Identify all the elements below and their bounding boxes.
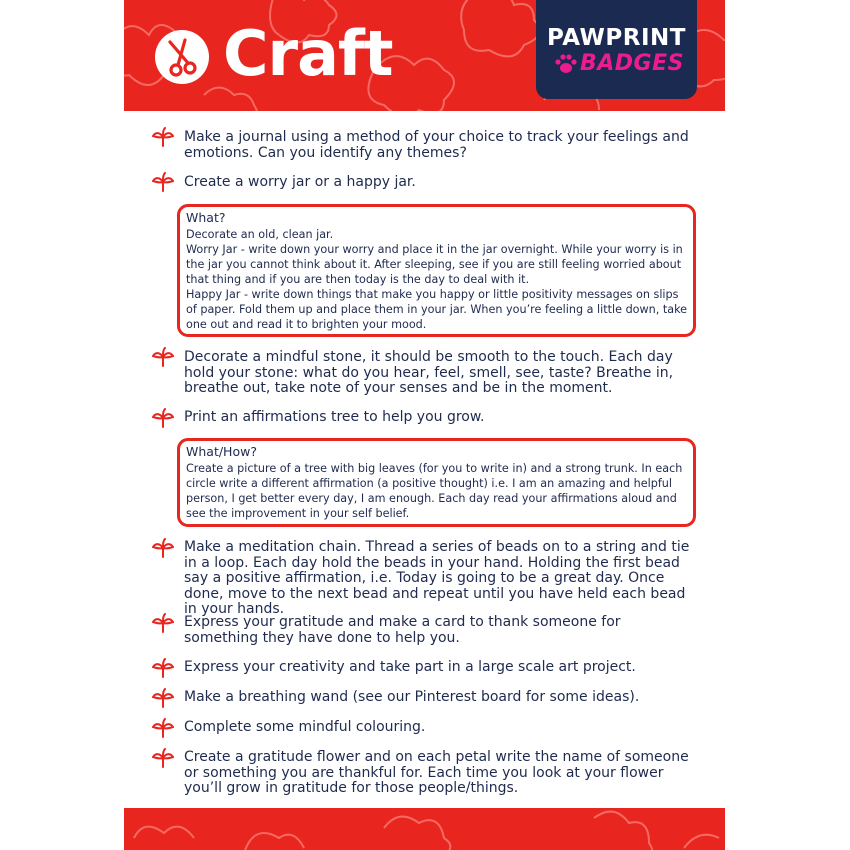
info-box-line: Decorate an old, clean jar. xyxy=(186,228,334,241)
list-item: Make a meditation chain. Thread a series of beads on to a string and tie in a loop. Each day hold the beads in your hand. Holding the first bead say a positive affirmation, i.e. Today is going to be a great day. Once done, move to the next bead and repeat until you have held each bead in your hands. xyxy=(184,539,690,617)
list-item: Complete some mindful colouring. xyxy=(184,719,426,735)
list-item: Express your gratitude and make a card to thank someone for something they have done to help you. xyxy=(184,614,621,646)
logo-text-top: PAWPRINT xyxy=(547,25,686,51)
leaf-bullet-icon xyxy=(152,613,174,633)
leaf-bullet-icon xyxy=(152,538,174,558)
page-title: Craft xyxy=(223,17,393,90)
list-item: Print an affirmations tree to help you grow. xyxy=(184,409,485,425)
leaf-bullet-icon xyxy=(152,688,174,708)
logo-text-bottom: BADGES xyxy=(580,51,684,76)
info-box-title: What? xyxy=(186,210,226,225)
list-item: Decorate a mindful stone, it should be smooth to the touch. Each day hold your stone: what do you hear, feel, smell, see, taste? Breathe in, breathe out, take note of your senses and be in the moment. xyxy=(184,349,674,396)
list-item: Create a gratitude flower and on each petal write the name of someone or something you are thankful for. Each time you look at your flower you’ll grow in gratitude for those people/things. xyxy=(184,749,689,796)
info-box-line: Happy Jar - write down things that make you happy or little positivity messages on slips of paper. Fold them up and place them in your jar. When you’re feeling a little down, take one out and read it to brighten your mood. xyxy=(186,288,688,331)
activity-sheet xyxy=(124,0,725,850)
pawprint-badges-logo xyxy=(536,0,697,99)
footer-banner xyxy=(124,808,725,850)
header-banner xyxy=(124,0,725,111)
info-box-what-how xyxy=(177,438,696,527)
leaf-bullet-icon xyxy=(152,718,174,738)
info-box-line: Worry Jar - write down your worry and place it in the jar overnight. While your worry is in the jar you cannot think about it. After sleeping, see if you are still feeling worried about that thing and if you are then today is the day to deal with it. xyxy=(186,243,683,286)
paw-icon xyxy=(554,53,578,75)
list-item: Make a journal using a method of your choice to track your feelings and emotions. Can you identify any themes? xyxy=(184,129,689,161)
list-item: Create a worry jar or a happy jar. xyxy=(184,174,416,190)
list-item: Express your creativity and take part in a large scale art project. xyxy=(184,659,636,675)
leaf-bullet-icon xyxy=(152,408,174,428)
list-item: Make a breathing wand (see our Pinterest board for some ideas). xyxy=(184,689,640,705)
leaf-bullet-icon xyxy=(152,127,174,147)
leaf-bullet-icon xyxy=(152,748,174,768)
leaf-bullet-icon xyxy=(152,347,174,367)
scissors-icon xyxy=(155,30,209,84)
cloud-pattern xyxy=(124,808,725,850)
leaf-bullet-icon xyxy=(152,658,174,678)
info-box-title: What/How? xyxy=(186,444,257,459)
info-box-what xyxy=(177,204,696,337)
leaf-bullet-icon xyxy=(152,172,174,192)
info-box-line: Create a picture of a tree with big leaves (for you to write in) and a strong trunk. In each circle write a different affirmation (a positive thought) i.e. I am an amazing and helpful person, I get better every day, I am enough. Each day read your affirmations aloud and see the improvement in your self belief. xyxy=(186,462,683,520)
